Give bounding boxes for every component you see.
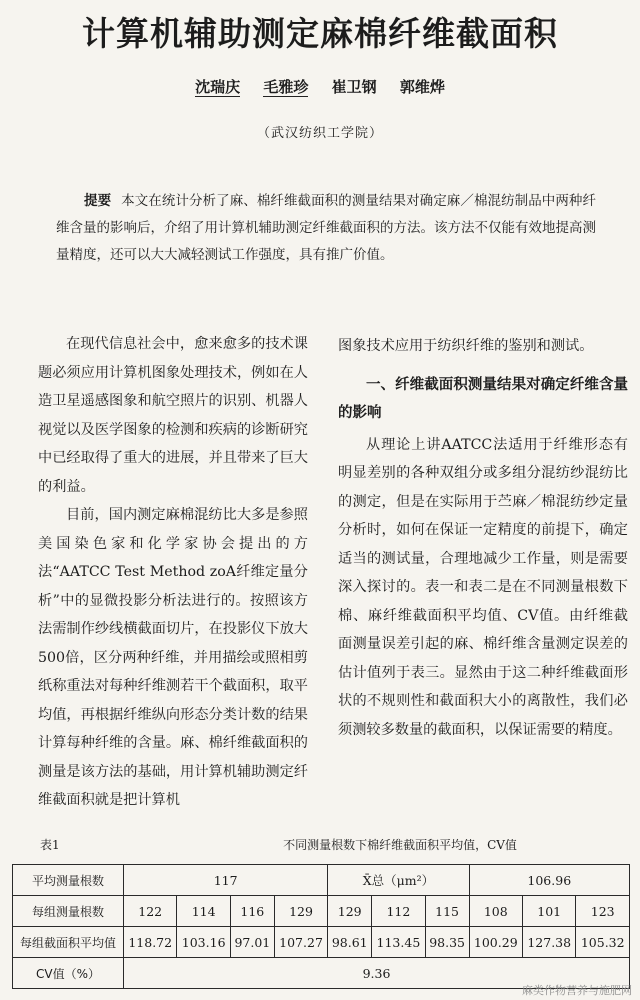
table-cell: 112 (372, 896, 425, 927)
body-paragraph: 在现代信息社会中，愈来愈多的技术课题必须应用计算机图象处理技术，例如在人造卫星遥感图象和航空照片的识别、机器人视觉以及医学图象的检测和疾病的诊断研究中已经取得了重大的进展，并且带来了巨大的利益。 (38, 336, 308, 495)
abstract (56, 188, 596, 269)
table-cell: 103.16 (177, 927, 230, 958)
table-cell: 127.38 (523, 927, 576, 958)
table-cell: 97.01 (230, 927, 274, 958)
table-number: 表1 (40, 838, 60, 852)
table-cell: 117 (124, 865, 328, 896)
body-paragraph-continued: 图象技术应用于纺织纤维的鉴别和测试。 (338, 338, 594, 354)
table-cell: 106.96 (469, 865, 629, 896)
table-cell: 122 (124, 896, 177, 927)
table-cell: 100.29 (469, 927, 522, 958)
table-row (13, 865, 630, 896)
table-row (13, 896, 630, 927)
table-cell: 9.36 (124, 958, 630, 989)
table-caption: 不同测量根数下棉纤维截面积平均值，CV值 (283, 838, 517, 852)
table-cell: 118.72 (124, 927, 177, 958)
row-header: CV值（%） (13, 958, 124, 989)
author-4: 郭维烨 (399, 78, 445, 96)
author-2: 毛雅珍 (263, 78, 309, 96)
table-row (13, 927, 630, 958)
table-cell: 108 (469, 896, 522, 927)
table-cell: X̄总（μm²） (328, 865, 469, 896)
table-cell: 129 (274, 896, 327, 927)
watermark: 麻类作物营养与施肥网 (522, 984, 632, 997)
table-cell: 114 (177, 896, 230, 927)
abstract-text: 本文在统计分析了麻、棉纤维截面积的测量结果对确定麻／棉混纺制品中两种纤维含量的影响后，介绍了用计算机辅助测定纤维截面积的方法。该方法不仅能有效地提高测量精度，还可以大大减轻测试工作强度，具有推广价值。 (56, 193, 597, 263)
table-cell: 98.61 (328, 927, 372, 958)
abstract-label: 提要 (84, 193, 112, 209)
table-cell: 98.35 (425, 927, 469, 958)
author-3: 崔卫钢 (331, 78, 377, 96)
paper-title: 计算机辅助测定麻棉纤维截面积 (82, 14, 558, 53)
row-header: 每组截面积平均值 (13, 927, 124, 958)
body-paragraph: 从理论上讲AATCC法适用于纤维形态有明显差别的各种双组分或多组分混纺纱混纺比的测定，但是在实际用于苎麻／棉混纺纱定量分析时，如何在保证一定精度的前提下，确定适当的测试量，合理地减少工作量，则是需要深入探讨的。表一和表二是在不同测量根数下棉、麻纤维截面积平均值、CV值。由纤维截面测量误差引起的麻、棉纤维含量测定误差的估计值列于表三。显然由于这二种纤维截面形状的不规则性和截面积大小的离散性，我们必须测较多数量的截面积，以保证需要的精度。 (338, 436, 628, 738)
author-1: 沈瑞庆 (195, 78, 241, 96)
left-column (38, 330, 308, 815)
author-list (0, 76, 640, 97)
data-table (12, 864, 630, 989)
row-header: 平均测量根数 (13, 865, 124, 896)
section-heading: 一、纤维截面积测量结果对确定纤维含量的影响 (338, 376, 628, 421)
affiliation: （武汉纺织工学院） (256, 126, 383, 141)
table-cell: 107.27 (274, 927, 327, 958)
row-header: 每组测量根数 (13, 896, 124, 927)
right-column (338, 332, 628, 744)
table-cell: 123 (576, 896, 630, 927)
table-cell: 105.32 (576, 927, 630, 958)
table-cell: 113.45 (372, 927, 425, 958)
body-paragraph: 目前，国内测定麻棉混纺比大多是参照美国染色家和化学家协会提出的方法“AATCC Test Method zoA纤维定量分析”中的显微投影分析法进行的。按照该方法需制作纱线横截面切片，在投影仪下放大500倍，区分两种纤维，并用描绘或照相剪纸称重法对每种纤维测若干个截面积，取平均值，再根据纤维纵向形态分类计数的结果计算每种纤维的含量。麻、棉纤维截面积的测量是该方法的基础，用计算机辅助测定纤维截面积就是把计算机 (38, 507, 308, 808)
table-cell: 129 (328, 896, 372, 927)
table-cell: 115 (425, 896, 469, 927)
table-cell: 101 (523, 896, 576, 927)
table-cell: 116 (230, 896, 274, 927)
